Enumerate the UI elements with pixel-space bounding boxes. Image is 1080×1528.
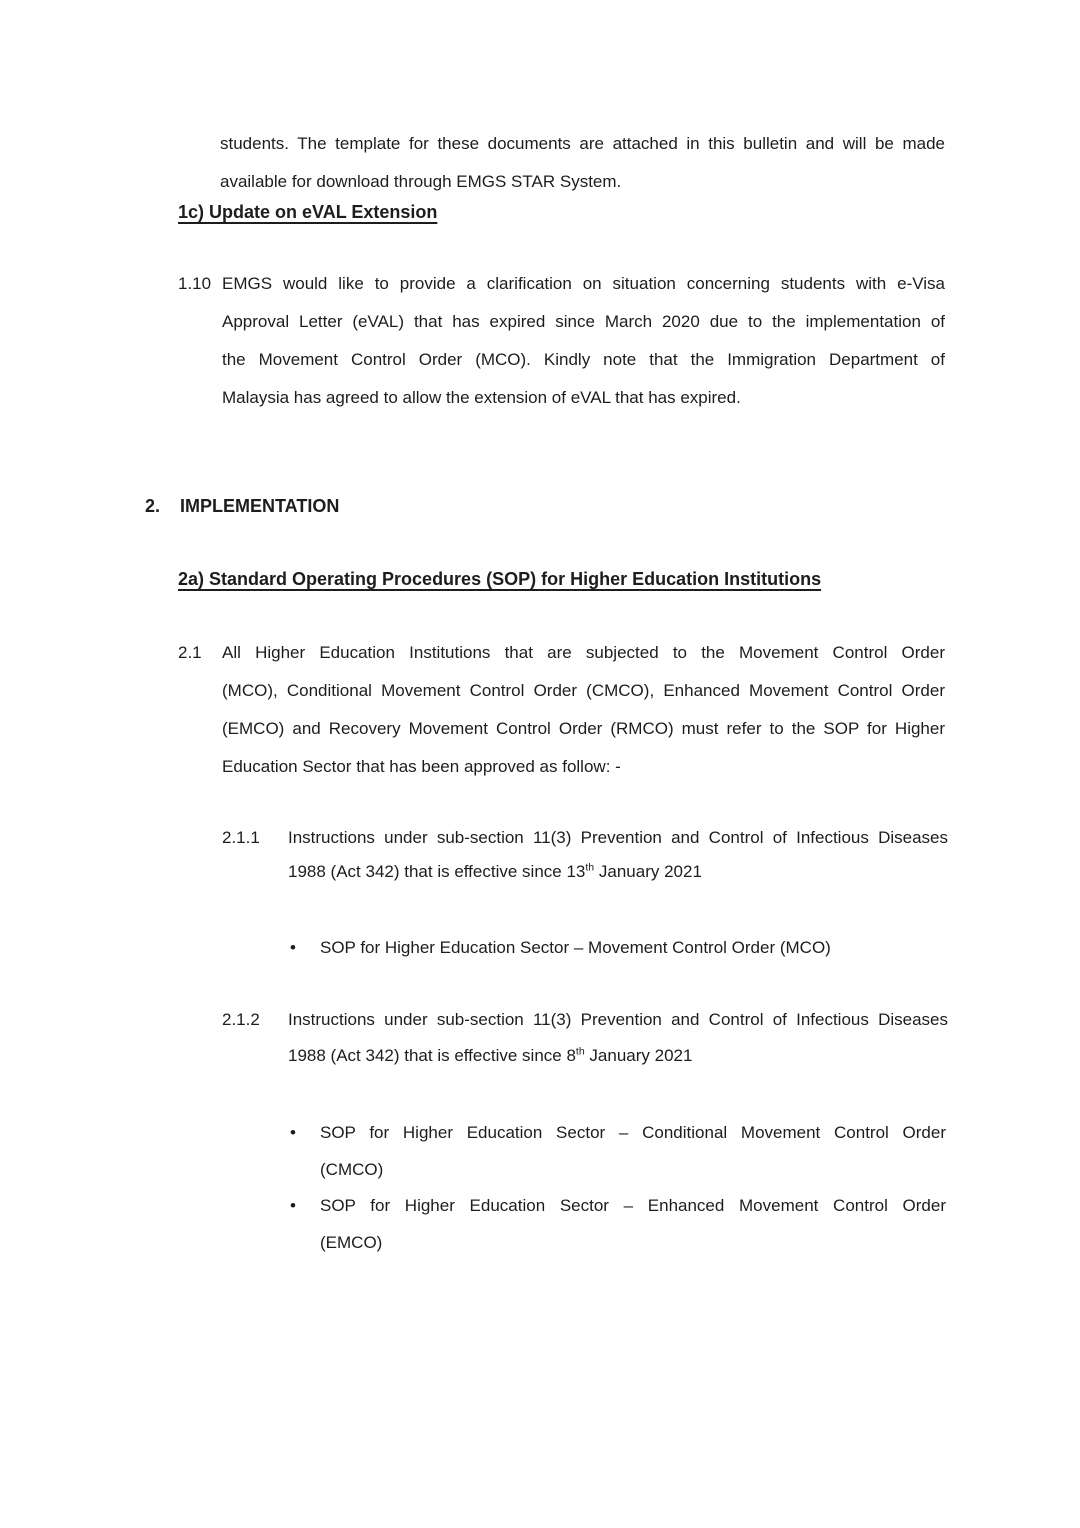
paragraph-2-1-line-3: (EMCO) and Recovery Movement Control Order (RMCO) must refer to the SOP for Higher [222,719,945,738]
bullet-sop-cmco-line-1: SOP for Higher Education Sector – Conditional Movement Control Order [320,1123,946,1142]
paragraph-2-1-1-text [288,821,948,889]
paragraph-2-1-2-line-2 [288,1038,948,1074]
paragraph-intro [220,125,945,201]
paragraph-2-1-line-1: All Higher Education Institutions that are subjected to the Movement Control Order [222,643,945,662]
ordinal-superscript: th [585,861,595,874]
paragraph-1-10-line-3: the Movement Control Order (MCO). Kindly note that the Immigration Department of [222,350,945,369]
bullet-sop-emco [290,1187,946,1261]
paragraph-2-1-1-line-2-prefix: 1988 (Act 342) that is effective since 13 [288,862,586,881]
heading-2a-sop-higher-education: 2a) Standard Operating Procedures (SOP) for Higher Education Institutions [178,569,822,589]
bullet-sop-mco [290,929,946,966]
paragraph-2-1-1 [222,821,948,889]
paragraph-2-1-number: 2.1 [178,643,202,662]
paragraph-2-1-2-line-1: Instructions under sub-section 11(3) Prevention and Control of Infectious Diseases [288,1010,948,1029]
bullet-sop-mco-text [320,929,946,966]
bullet-sop-emco-line-2: (EMCO) [320,1233,383,1252]
bullet-sop-emco-text [320,1187,946,1261]
bullet-sop-cmco-line-2: (CMCO) [320,1160,384,1179]
paragraph-1-10 [178,265,945,417]
paragraph-2-1-1-line-1: Instructions under sub-section 11(3) Prevention and Control of Infectious Diseases [288,828,948,847]
paragraph-2-1-2 [222,1002,948,1074]
ordinal-superscript: th [575,1045,585,1058]
bullet-icon: • [290,1123,296,1142]
paragraph-2-1-text [222,634,945,786]
bullet-icon: • [290,938,296,957]
section-2-number: 2. [145,496,161,516]
paragraph-1-10-line-2: Approval Letter (eVAL) that has expired since March 2020 due to the implementation of [222,312,945,331]
paragraph-2-1 [178,634,945,786]
paragraph-1-10-line-4: Malaysia has agreed to allow the extension of eVAL that has expired. [222,388,741,407]
paragraph-2-1-2-line-2-prefix: 1988 (Act 342) that is effective since 8 [288,1046,576,1065]
paragraph-2-1-2-line-2-suffix: January 2021 [584,1046,693,1065]
section-2-heading [145,493,339,519]
bullet-sop-cmco [290,1114,946,1188]
bullet-sop-cmco-text [320,1114,946,1188]
paragraph-intro-line-2: available for download through EMGS STAR System. [220,172,622,191]
paragraph-2-1-2-number: 2.1.2 [222,1010,260,1029]
bullet-sop-emco-line-1: SOP for Higher Education Sector – Enhanced Movement Control Order [320,1196,946,1215]
bullet-icon: • [290,1196,296,1215]
paragraph-2-1-1-line-2-suffix: January 2021 [594,862,702,881]
paragraph-1-10-text [222,265,945,417]
paragraph-2-1-line-2: (MCO), Conditional Movement Control Order (CMCO), Enhanced Movement Control Order [222,681,945,700]
paragraph-2-1-2-text [288,1002,948,1074]
heading-1c-update-eval-extension: 1c) Update on eVAL Extension [178,202,438,222]
paragraph-2-1-line-4: Education Sector that has been approved as follow: - [222,757,621,776]
paragraph-intro-line-1: students. The template for these documents are attached in this bulletin and will be made [220,134,945,153]
bullet-sop-mco-line-1: SOP for Higher Education Sector – Movement Control Order (MCO) [320,938,831,957]
paragraph-1-10-line-1: EMGS would like to provide a clarification on situation concerning students with e-Visa [222,274,945,293]
section-2-title: IMPLEMENTATION [180,496,340,516]
paragraph-1-10-number: 1.10 [178,274,212,293]
paragraph-2-1-1-number: 2.1.1 [222,828,260,847]
paragraph-2-1-1-line-2 [288,855,948,889]
